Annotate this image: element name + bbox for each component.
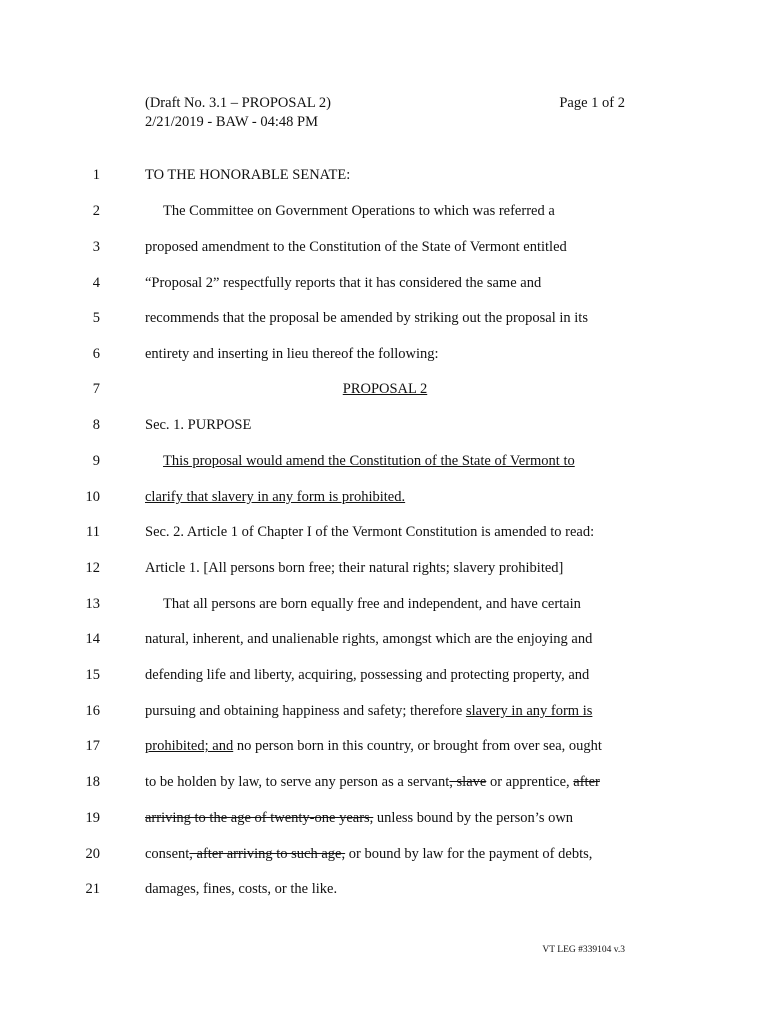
article-heading: Article 1. [All persons born free; their natural rights; slavery prohibited] xyxy=(145,560,564,576)
document-line xyxy=(0,306,770,330)
document-line xyxy=(0,163,770,187)
date-line: 2/21/2019 - BAW - 04:48 PM xyxy=(145,114,318,130)
line-number: 14 xyxy=(85,631,100,647)
line-text: That all persons are born equally free and independent, and have certain xyxy=(163,596,581,612)
line-number: 15 xyxy=(85,667,100,683)
line-number: 19 xyxy=(85,810,100,826)
line-number: 1 xyxy=(92,167,100,183)
line-text: defending life and liberty, acquiring, possessing and protecting property, and xyxy=(145,667,590,683)
line-text: The Committee on Government Operations to which was referred a xyxy=(163,203,555,219)
line-number: 2 xyxy=(92,203,100,219)
line-number: 18 xyxy=(85,774,100,790)
deleted-text: arriving to the age of twenty-one years, xyxy=(145,810,374,826)
document-line xyxy=(0,413,770,437)
plain-text: to be holden by law, to serve any person as a servant xyxy=(145,774,450,790)
deleted-text: after xyxy=(573,774,600,790)
line-text xyxy=(145,699,592,723)
plain-text: unless bound by the person’s own xyxy=(373,810,574,826)
line-number: 16 xyxy=(85,703,100,719)
deleted-text: , after arriving to such age, xyxy=(189,846,346,862)
line-number: 21 xyxy=(85,881,100,897)
document-line xyxy=(0,485,770,509)
line-number: 10 xyxy=(85,489,100,505)
line-number: 8 xyxy=(92,417,100,433)
line-number: 20 xyxy=(85,846,100,862)
document-header xyxy=(145,94,331,132)
inserted-text: slavery in any form is xyxy=(465,703,593,719)
line-number: 7 xyxy=(92,381,100,397)
line-text: damages, fines, costs, or the like. xyxy=(145,881,338,897)
line-text xyxy=(145,485,405,509)
line-number: 5 xyxy=(92,310,100,326)
section-heading: Sec. 2. Article 1 of Chapter I of the Vermont Constitution is amended to read: xyxy=(145,524,595,540)
plain-text: no person born in this country, or brought from over sea, ought xyxy=(233,738,602,754)
plain-text: consent xyxy=(145,846,190,862)
document-line xyxy=(0,770,770,794)
document-line xyxy=(0,271,770,295)
line-number: 3 xyxy=(92,239,100,255)
document-line xyxy=(0,734,770,758)
document-line xyxy=(0,235,770,259)
line-text xyxy=(145,842,592,866)
document-line xyxy=(0,556,770,580)
inserted-text: prohibited; and xyxy=(145,738,234,754)
line-number: 4 xyxy=(92,275,100,291)
document-line xyxy=(0,520,770,544)
document-line xyxy=(0,842,770,866)
version-tag: VT LEG #339104 v.3 xyxy=(542,945,625,955)
deleted-text: , slave xyxy=(449,774,487,790)
line-number: 9 xyxy=(92,453,100,469)
line-number: 17 xyxy=(85,738,100,754)
document-line xyxy=(0,377,770,401)
inserted-text: clarify that slavery in any form is prohibited. xyxy=(145,489,406,505)
line-text: “Proposal 2” respectfully reports that it has considered the same and xyxy=(145,275,542,291)
document-line xyxy=(0,592,770,616)
inserted-text: This proposal would amend the Constitution of the State of Vermont to xyxy=(163,453,575,469)
plain-text: pursuing and obtaining happiness and safety; therefore xyxy=(145,703,466,719)
inserted-text: PROPOSAL 2 xyxy=(342,381,428,397)
line-number: 6 xyxy=(92,346,100,362)
line-text: recommends that the proposal be amended by striking out the proposal in its xyxy=(145,310,588,326)
line-number: 12 xyxy=(85,560,100,576)
line-text xyxy=(145,770,600,794)
document-line xyxy=(0,663,770,687)
line-text xyxy=(163,449,575,473)
page-number: Page 1 of 2 xyxy=(559,95,625,111)
line-text xyxy=(145,806,573,830)
proposal-heading xyxy=(145,377,625,401)
plain-text: or apprentice, xyxy=(486,774,574,790)
document-line xyxy=(0,449,770,473)
document-line xyxy=(0,342,770,366)
section-heading: Sec. 1. PURPOSE xyxy=(145,417,252,433)
line-text: proposed amendment to the Constitution of the State of Vermont entitled xyxy=(145,239,567,255)
document-line xyxy=(0,627,770,651)
line-text: entirety and inserting in lieu thereof the following: xyxy=(145,346,439,362)
document-line xyxy=(0,877,770,901)
plain-text: or bound by law for the payment of debts, xyxy=(345,846,593,862)
document-line xyxy=(0,699,770,723)
draft-label: (Draft No. 3.1 – PROPOSAL 2) xyxy=(145,95,331,111)
document-line xyxy=(0,806,770,830)
document-line xyxy=(0,199,770,223)
line-text: natural, inherent, and unalienable rights, amongst which are the enjoying and xyxy=(145,631,593,647)
line-number: 11 xyxy=(86,524,100,540)
line-text xyxy=(145,734,602,758)
line-number: 13 xyxy=(85,596,100,612)
line-text: TO THE HONORABLE SENATE: xyxy=(145,167,351,183)
